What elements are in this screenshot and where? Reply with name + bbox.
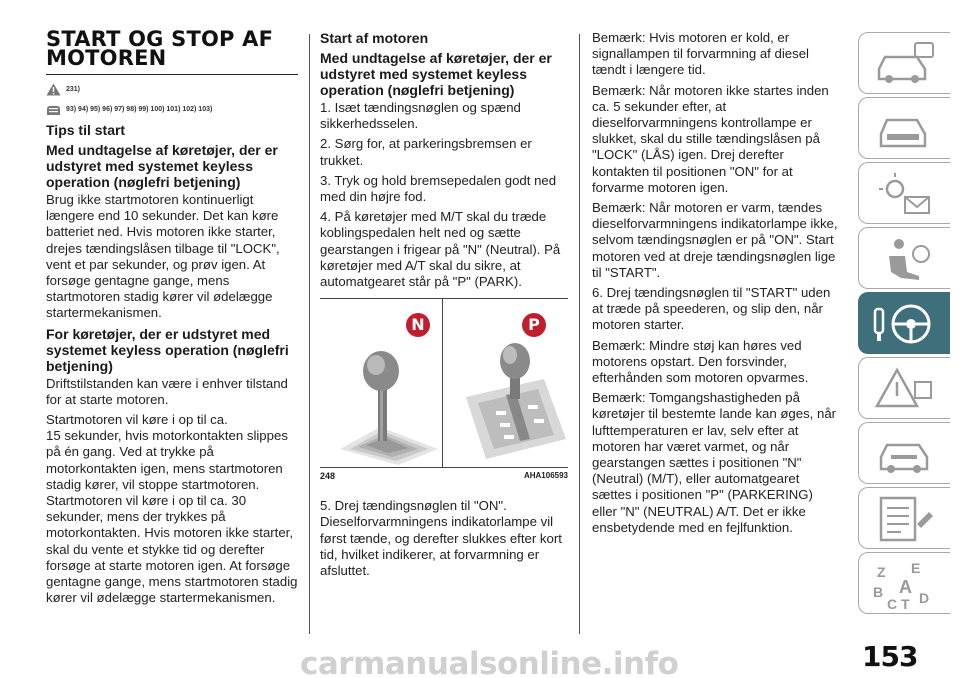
index-letter: T — [901, 596, 910, 611]
step-1: 1. Isæt tændingsnøglen og spænd sikkerhedsselen. — [320, 100, 521, 132]
note: Bemærk: Tomgangshastigheden på køretøjer til bestemte lande kan øges, når lufttemperaturen er lav, selv efter at motoren har været varmet, og når gearstangen sættes i positionen "N" (Neutral) (M/T), eller automatgearet sættes i positionen "P" (PARKERING) eller "N" (NEUTRAL) A/T. Det er ikke ensbetydende med en fejlfunktion. — [592, 390, 837, 535]
figure-rule — [320, 467, 568, 468]
column-1 — [46, 27, 298, 610]
note: Bemærk: Når motoren ikke startes inden ca. 5 sekunder efter, at dieselforvarmningens kontrollampe er slukket, skal du stille tændingslåsen på "LOCK" (LÅS) igen. Drej derefter kontakten til positionen "ON" for at forvarme motoren igen. — [592, 82, 829, 195]
reference-numbers: 231) — [66, 86, 81, 93]
reference-row-important — [46, 101, 298, 118]
tab-emergency[interactable] — [858, 357, 950, 419]
index-letter: Z — [877, 564, 886, 580]
warning-triangle-icon — [46, 83, 61, 96]
figure-number: 248 — [320, 471, 336, 482]
step-3: 3. Tryk og hold bremsepedalen godt ned med din højre fod. — [320, 172, 557, 205]
title-divider — [46, 74, 298, 75]
heading-tips: Tips til start — [46, 122, 126, 138]
dashboard-car-icon — [871, 104, 937, 154]
watermark: carmanualsonline.info — [300, 646, 679, 678]
step-5: 5. Drej tændingsnøglen til "ON". Dieselforvarmningens indikatorlampe vil først tænde, og derefter slukkes efter kort tid, hvilket indikerer, at forvarmning er afsluttet. — [320, 498, 562, 579]
column-divider — [309, 34, 310, 634]
note: Bemærk: Når motoren er varm, tændes dieselforvarmningens indikatorlampe ikke, selvom tændingsnøglen er på "ON". Start motoren ved at dreje tændingsnøglen lige til "START". — [592, 200, 838, 280]
tab-index[interactable] — [858, 552, 950, 614]
index-letter: D — [919, 590, 930, 606]
lights-warning-icon — [871, 169, 937, 219]
column-2 — [320, 30, 568, 583]
tab-airbag-safety[interactable] — [858, 227, 950, 289]
tab-starting-driving[interactable] — [858, 292, 950, 354]
paragraph: 15 sekunder, hvis motorkontakten slippes på én gang. Ved at trykke på motorkontakten igen, mens startmotoren stadig kører, vil stoppe startmotoren. Startmotoren vil køre i op til ca. 30 sekunder, mens der trykkes på motorkontakten. Hvis motoren ikke starter, skal du vente et stykke tid og derefter forsøge at starte motoren igen. At forsøge gentagne gange, mens startmotoren stadig kører vil ødelægge startermekanismen. — [46, 428, 298, 606]
tab-car-overview[interactable] — [858, 32, 950, 94]
index-letter: A — [899, 577, 912, 597]
section-title: START OG STOP AF MOTOREN — [46, 27, 274, 70]
tab-maintenance[interactable] — [858, 422, 950, 484]
page-number: 153 — [862, 640, 918, 673]
car-service-icon — [871, 429, 937, 479]
tab-dashboard[interactable] — [858, 97, 950, 159]
note: Bemærk: Hvis motoren er kold, er signallampen til forvarmning af diesel tændt i længere tid. — [592, 30, 809, 78]
heading-keyless: For køretøjer, der er udstyret med systemet keyless operation (nøglefri betjening) — [46, 325, 289, 374]
tab-safety-lights[interactable] — [858, 162, 950, 224]
figure-code: AHA106593 — [523, 471, 568, 481]
step-6: 6. Drej tændingsnøglen til "START" uden at træde på speederen, og slip den, når motoren starter. — [592, 285, 831, 333]
paragraph: Brug ikke startmotoren kontinuerligt længere end 10 sekunder. Det kan køre batteriet ned. Hvis motoren ikke starter, drejes tændingslåsen tilbage til "LOCK", vent et par sekunder, og prøv igen. At forsøge gentagne gange, mens startmotoren stadig kører vil ødelægge startermekanismen. — [46, 192, 280, 321]
heading-start-engine: Start af motoren — [320, 30, 429, 46]
index-letter: E — [911, 560, 921, 576]
park-badge: P — [522, 313, 546, 337]
step-2: 2. Sørg for, at parkeringsbremsen er trukket. — [320, 136, 532, 168]
index-letter: C — [887, 596, 898, 611]
column-3 — [592, 30, 838, 540]
specs-list-icon — [871, 494, 937, 544]
key-steering-wheel-icon — [871, 299, 937, 349]
alphabet-index-icon — [871, 559, 937, 611]
gearshift-figure — [320, 298, 568, 488]
warning-road-icon — [871, 364, 937, 414]
car-info-icon — [871, 39, 937, 89]
paragraph: Driftstilstanden kan være i enhver tilstand for at starte motoren. — [46, 375, 288, 407]
index-letter: B — [873, 584, 884, 600]
figure-divider — [442, 299, 443, 467]
note: Bemærk: Mindre støj kan høres ved motorens opstart. Den forsvinder, efterhånden som motoren opvarmes. — [592, 337, 809, 386]
column-divider — [579, 34, 580, 634]
reference-row-warning — [46, 81, 298, 98]
seat-airbag-icon — [871, 234, 937, 284]
automatic-gearshift-illustration — [444, 299, 568, 465]
chapter-tabs — [858, 32, 948, 617]
heading-non-keyless: Med undtagelse af køretøjer, der er udstyret med systemet keyless operation (nøglefri betjening) — [46, 142, 278, 190]
step-4: 4. På køretøjer med M/T skal du træde koblingspedalen helt ned og sætte gearstangen i frigear på "N" (Neutral). På køretøjer med A/T skal du sikre, at automatgearet står på "P" (PARK). — [320, 209, 561, 290]
tab-technical-data[interactable] — [858, 487, 950, 549]
attention-hand-icon — [46, 103, 61, 116]
paragraph: Startmotoren vil køre i op til ca. — [46, 412, 228, 428]
reference-numbers: 93) 94) 95) 96) 97) 98) 99) 100) 101) 102) 103) — [66, 106, 213, 113]
neutral-badge: N — [406, 313, 430, 337]
heading-non-keyless: Med undtagelse af køretøjer, der er udstyret med systemet keyless operation (nøglefri betjening) — [320, 50, 552, 98]
